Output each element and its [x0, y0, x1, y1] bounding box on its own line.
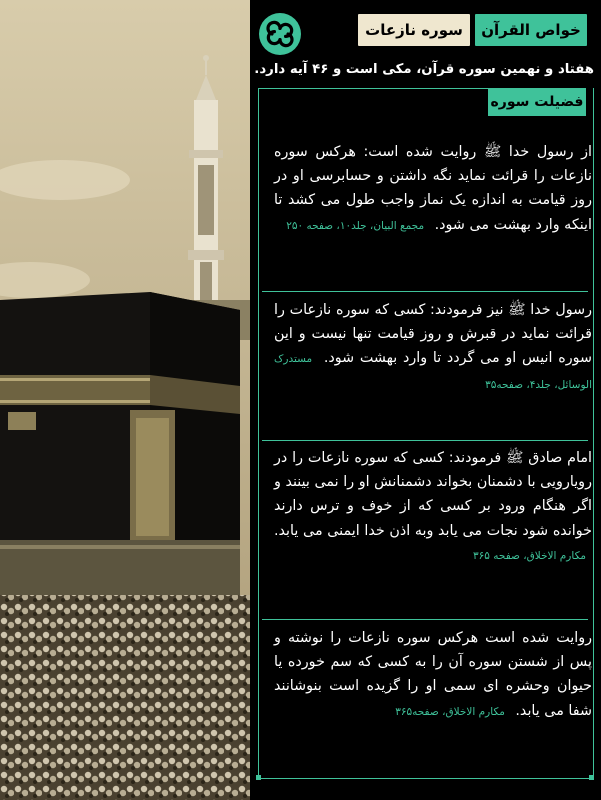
kaaba: [0, 292, 240, 600]
divider: [262, 440, 588, 441]
section-title: [488, 88, 586, 116]
narration-text: روایت شده است هرکس سوره نازعات را نوشته و پس از شستن سوره آن را به کسی که سم خورده یا حیوان وحشره ای سمی او را گزیده است بنوشانند شفا می یابد.: [274, 630, 592, 719]
surah-name-tag: سوره نازعات: [358, 14, 470, 46]
divider: [262, 291, 588, 292]
narration-source: مجمع البیان، جلد۱۰، صفحه ۲۵۰: [286, 219, 425, 232]
divider: [262, 619, 588, 620]
narration-source: مکارم الاخلاق، صفحه۳۶۵: [395, 705, 505, 718]
narration-text: از رسول خدا ﷺ روایت شده است: هرکس سوره نازعات را قرائت نماید نگه داشتن و حسابرسی او در روز قیامت به اندازه یک نماز واجب طول می کشد تا اینکه وارد بهشت می شود.: [274, 144, 592, 233]
frame-corner: [256, 775, 261, 780]
surah-intro: هفتاد و نهمین سوره قرآن، مکی است و ۴۶ آیه دارد.: [254, 62, 594, 77]
narration-source: مکارم الاخلاق، صفحه ۳۶۵: [473, 549, 586, 562]
narration-1: [274, 140, 592, 238]
section-title-text: فضیلت سوره: [490, 94, 584, 110]
narration-text: امام صادق ﷺ فرمودند: کسی که سوره نازعات را در رویارویی با دشمنان بخواند دشمنانش او را نمی بینند و اگر هنگام ورود بر کسی که از خوف و ترس دارند خوانده شود نجات می یابد وبه اذن خدا ایمنی می یابد.: [274, 450, 592, 539]
content-panel: [250, 0, 601, 800]
narration-4: [274, 626, 592, 724]
frame-corner: [589, 775, 594, 780]
kaaba-illustration: [0, 0, 250, 800]
narration-3: [274, 446, 592, 568]
narration-text: رسول خدا ﷺ نیز فرمودند: کسی که سوره نازعات را قرائت نماید در قبرش و روز قیامت تنها نیست و این سوره انیس او می گردد تا وارد بهشت شود.: [274, 302, 592, 367]
interlocking-knot-icon: [258, 12, 302, 56]
frame-top-border: [258, 88, 488, 89]
kaaba-photo: [0, 0, 250, 800]
narration-source: مستدرک الوسائل، جلد۴، صفحه۳۵: [274, 353, 592, 391]
narration-2: [274, 298, 592, 397]
pilgrims-crowd: [0, 595, 250, 800]
category-tag: خواص القرآن: [475, 14, 587, 46]
